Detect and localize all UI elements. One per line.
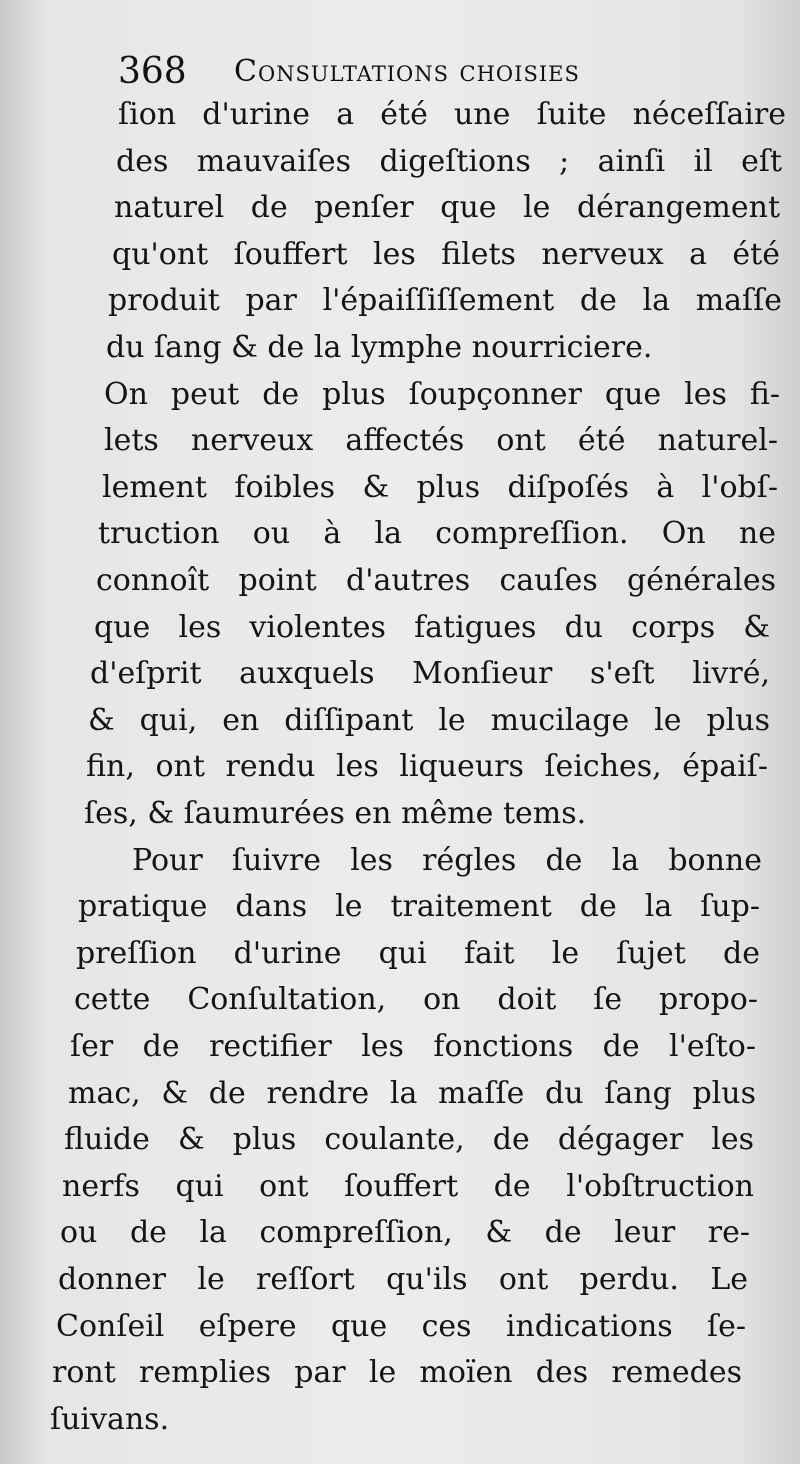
text-line: pratique dans le traitement de la ſup- xyxy=(78,889,760,925)
text-line: lement foibles & plus diſpoſés à l'obſ- xyxy=(102,469,778,505)
text-line: & qui, en diſſipant le mucilage le plus xyxy=(88,702,770,738)
text-line: ſuivans. xyxy=(50,1401,170,1437)
text-line: produit par l'épaiſſiſſement de la maſſe xyxy=(108,283,782,319)
text-line: des mauvaiſes digeſtions ; ainſi il eſt xyxy=(116,143,782,179)
page-header xyxy=(118,48,678,96)
text-line: fin, ont rendu les liqueurs ſeiches, épaiſ- xyxy=(86,749,768,785)
text-line: truction ou à la compreſſion. On ne xyxy=(98,516,776,552)
text-line: lets nerveux affectés ont été naturel- xyxy=(104,423,778,459)
text-line: naturel de penſer que le dérangement xyxy=(114,190,780,226)
text-line: donner le reſſort qu'ils ont perdu. Le xyxy=(58,1262,748,1297)
text-line: preſſion d'urine qui fait le ſujet de xyxy=(76,935,760,971)
text-line: nerfs qui ont ſouffert de l'obſtruction xyxy=(62,1168,754,1204)
text-line: On peut de plus ſoupçonner que les fi- xyxy=(104,376,780,412)
text-line: que les violentes fatigues du corps & xyxy=(94,609,770,645)
text-line: connoît point d'autres cauſes générales xyxy=(96,563,776,598)
page-number: 368 xyxy=(118,51,187,92)
text-line: ſion d'urine a été une ſuite néceſſaire xyxy=(118,97,786,132)
text-line: ſes, & ſaumurées en même tems. xyxy=(84,796,587,831)
text-line: du ſang & de la lymphe nourriciere. xyxy=(106,330,653,365)
text-line: ront remplies par le moïen des remedes xyxy=(52,1355,742,1391)
text-line: qu'ont ſouffert les filets nerveux a été xyxy=(112,236,780,272)
text-line: Pour ſuivre les régles de la bonne xyxy=(132,842,762,878)
text-line: mac, & de rendre la maſſe du ſang plus xyxy=(68,1075,756,1111)
text-line: Conſeil eſpere que ces indications ſe- xyxy=(56,1308,746,1344)
text-line: ſer de rectifier les fonctions de l'eſto- xyxy=(70,1029,756,1064)
text-line: fluide & plus coulante, de dégager les xyxy=(64,1122,754,1158)
text-line: ou de la compreſſion, & de leur re- xyxy=(60,1215,750,1251)
running-title: Consultations choisies xyxy=(234,54,580,89)
text-line: cette Conſultation, on doit ſe propo- xyxy=(74,982,758,1018)
text-line: d'eſprit auxquels Monſieur s'eſt livré, xyxy=(90,656,770,692)
